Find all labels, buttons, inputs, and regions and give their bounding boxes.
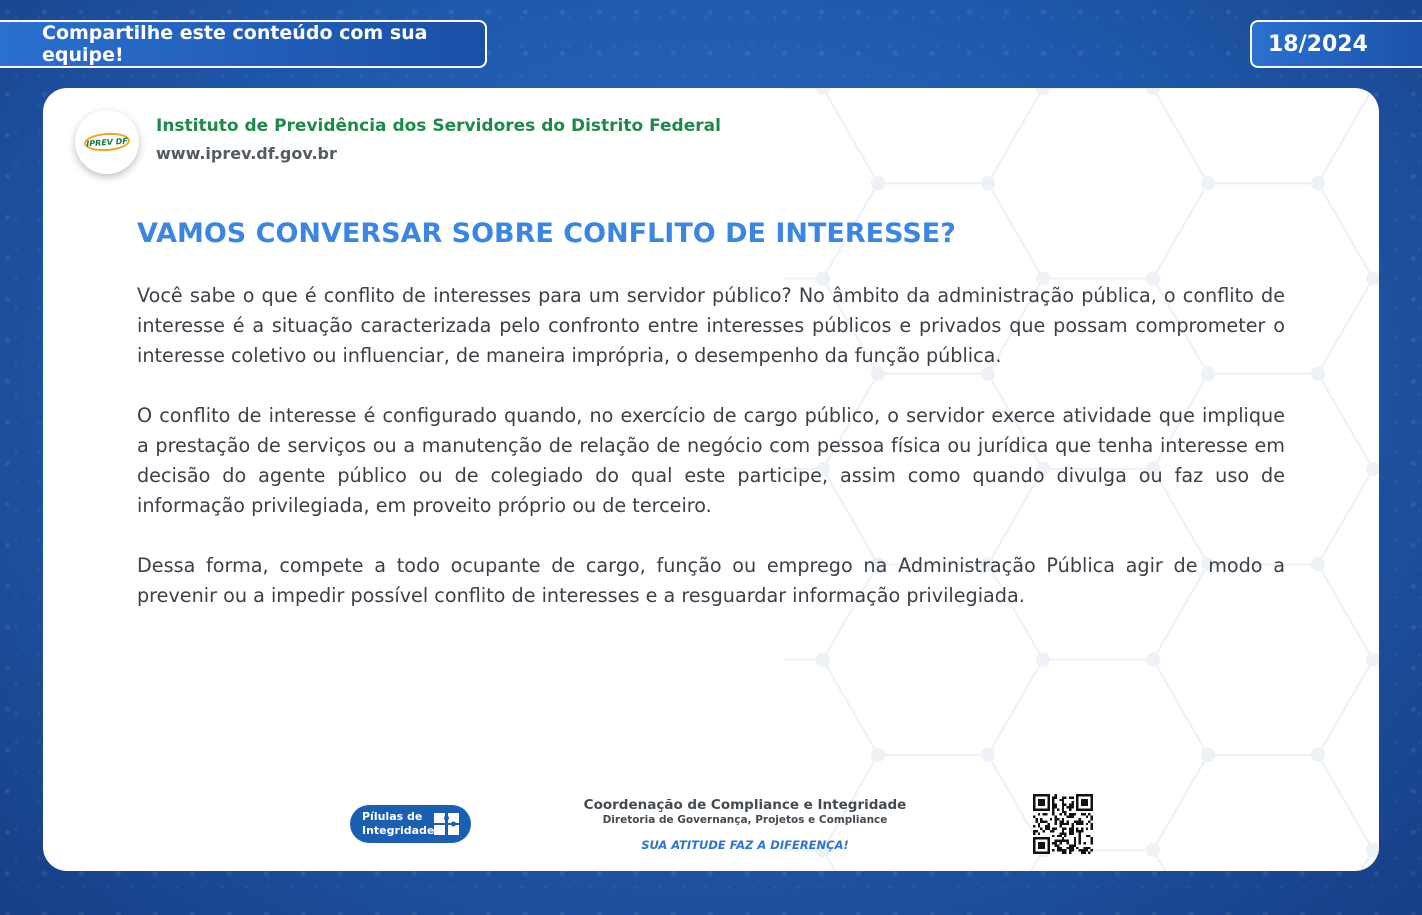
org-name: Instituto de Previdência dos Servidores do Distrito Federal — [156, 116, 721, 136]
paragraph-3: Dessa forma, compete a todo ocupante de cargo, função ou emprego na Administração Pública agir de modo a prevenir ou a impedir possível conflito de interesses e a resguardar informação privilegiada. — [137, 554, 1285, 607]
badge-line-2: Integridade — [362, 824, 435, 837]
edition-badge — [1250, 20, 1422, 68]
share-text: Compartilhe este conteúdo com sua equipe! — [42, 22, 428, 66]
iprev-logo-icon: IPREV DF — [75, 110, 139, 174]
pilulas-integridade-badge — [350, 805, 471, 843]
article-body — [137, 281, 1285, 611]
puzzle-icon — [433, 812, 461, 836]
page-title: VAMOS CONVERSAR SOBRE CONFLITO DE INTERESSE? — [137, 218, 956, 249]
paragraph-1: Você sabe o que é conflito de interesses para um servidor público? No âmbito da administração pública, o conflito de interesse é a situação caracterizada pelo confronto entre interesses públicos e privados que possam comprometer o interesse coletivo ou influenciar, de maneira imprópria, o desempenho da função pública. — [137, 284, 1285, 367]
slogan: SUA ATITUDE FAZ A DIFERENÇA! — [641, 838, 849, 852]
badge-line-1: Pílulas de — [362, 810, 423, 823]
coordination-name: Coordenação de Compliance e Integridade — [583, 797, 907, 813]
footer-credits — [583, 797, 907, 852]
content-card — [43, 88, 1379, 871]
org-url: www.iprev.df.gov.br — [156, 144, 337, 163]
share-banner — [0, 20, 487, 68]
qr-code-icon — [1033, 794, 1093, 854]
paragraph-2: O conflito de interesse é configurado quando, no exercício de cargo público, o servidor exerce atividade que implique a prestação de serviços ou a manutenção de relação de negócio com pessoa física ou jurídica que tenha interesse em decisão do agente público ou de colegiado do qual este participe, assim como quando divulga ou faz uso de informação privilegiada, em proveito próprio ou de terceiro. — [137, 404, 1285, 517]
edition-number: 18/2024 — [1268, 31, 1368, 57]
directorate-name: Diretoria de Governança, Projetos e Compliance — [602, 814, 888, 826]
